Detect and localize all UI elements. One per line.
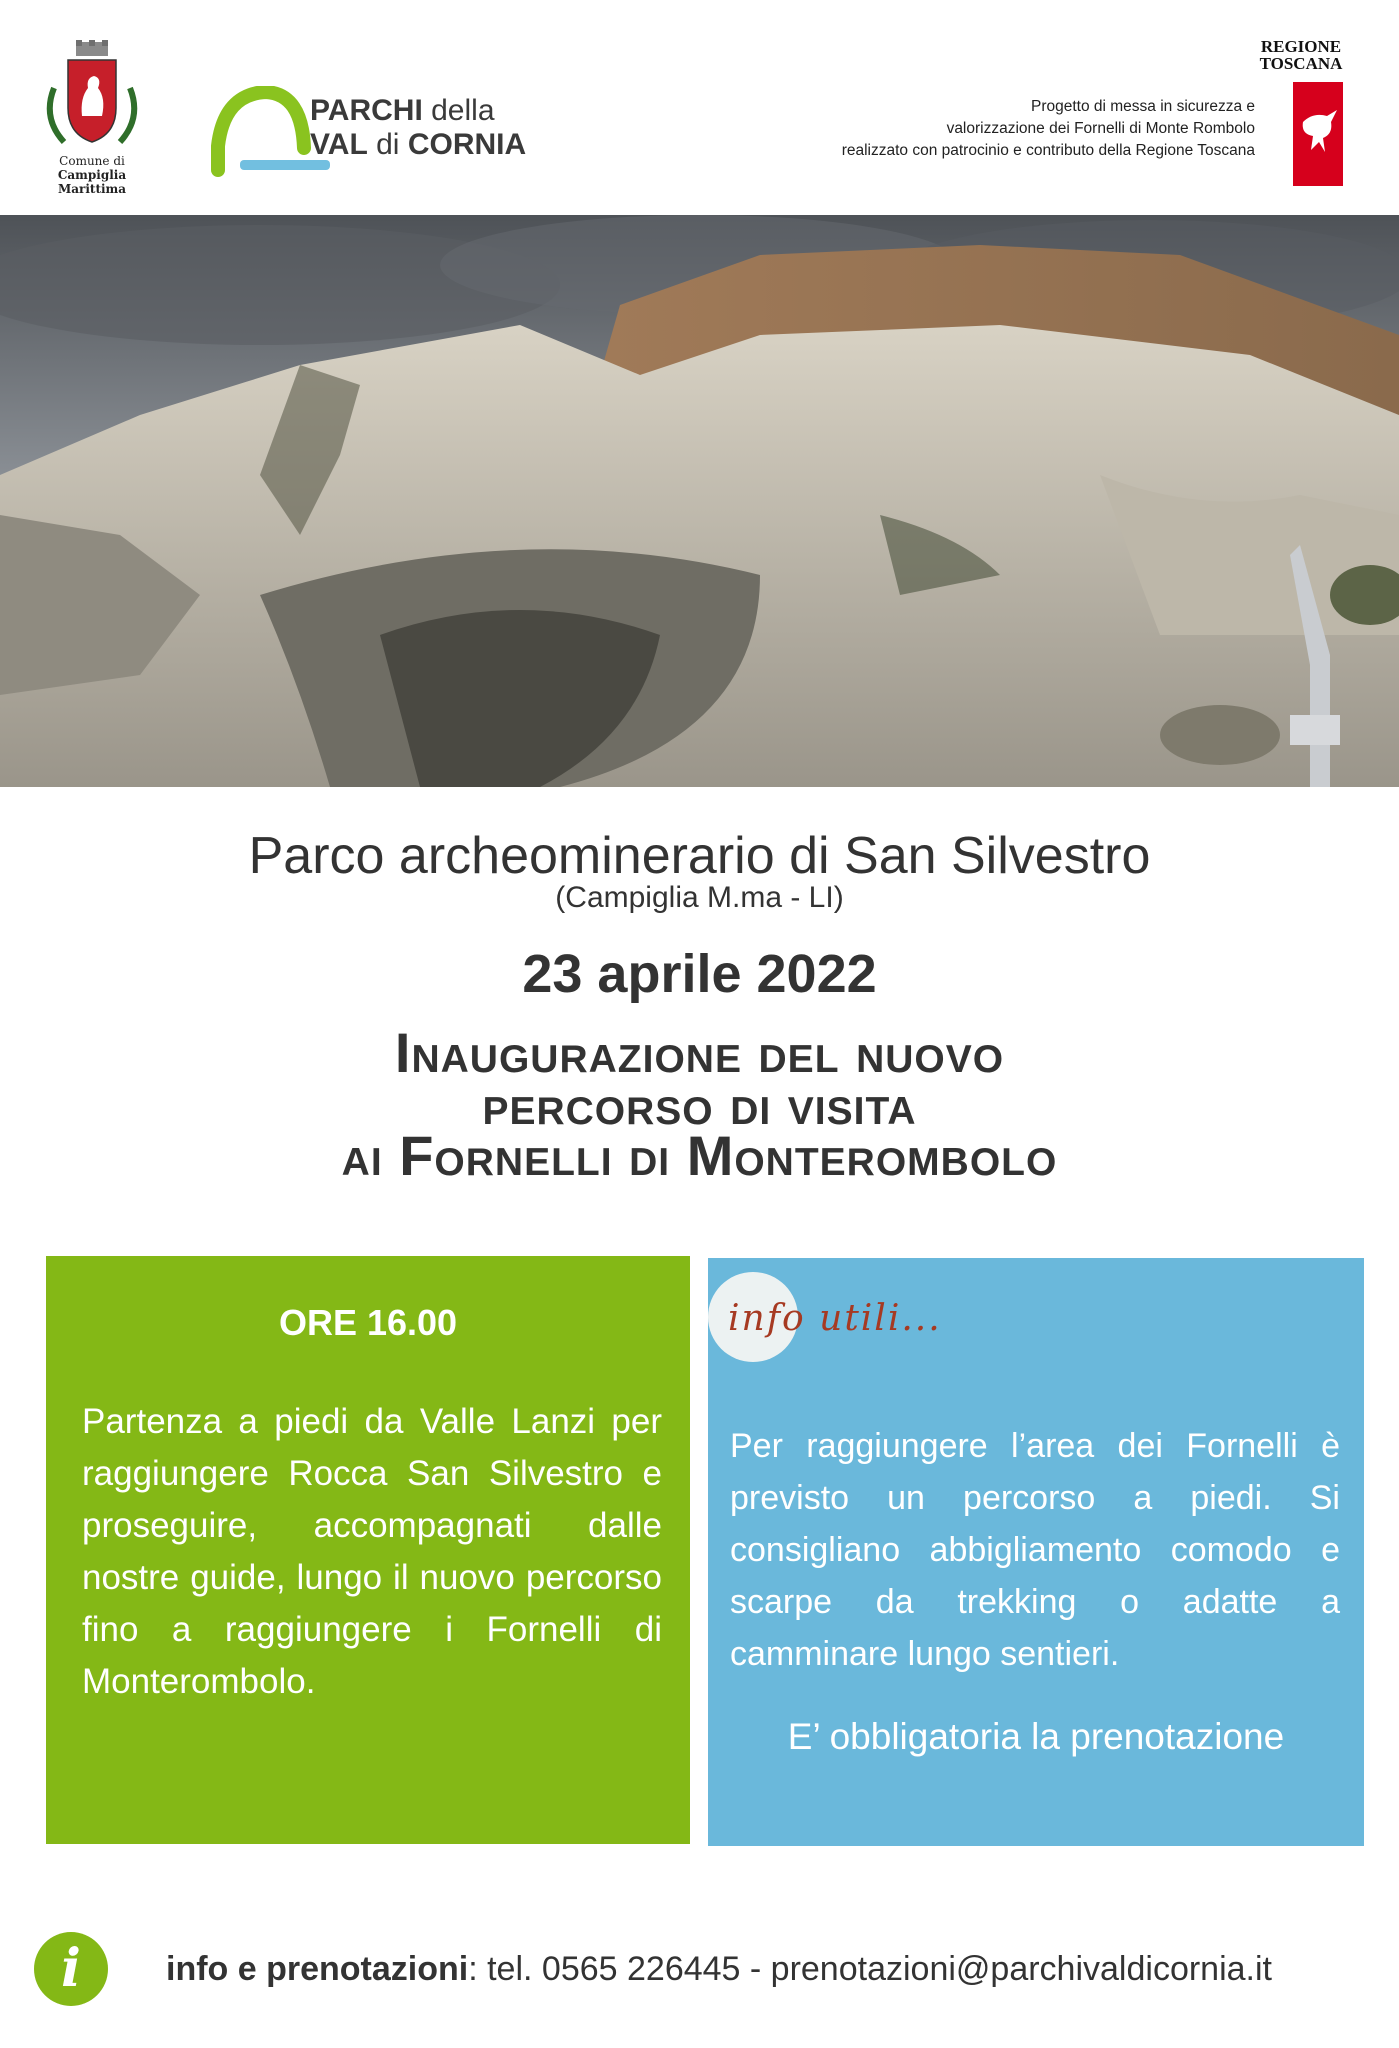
parchi-wordmark: PARCHI della VAL di CORNIA [310,94,527,161]
comune-name: Campiglia Marittima [57,168,127,196]
crest-icon [24,38,160,150]
info-box [708,1258,1364,1846]
regione-toscana-block [751,38,1351,188]
info-title: info utili... [728,1298,942,1339]
start-time: ORE 16.00 [278,1302,458,1343]
info-description: Per raggiungere l’area dei Fornelli è previsto un percorso a piedi. Si consigliano abbigliamento comodo e scarpe da trekking o adatte a camminare lungo sentieri. [730,1427,1340,1673]
program-box [46,1256,690,1844]
contact-footer [166,1944,1366,1994]
location-subtitle: (Campiglia M.ma - LI) [555,881,844,914]
contact-details[interactable]: : tel. 0565 226445 - prenotazioni@parchivaldicornia.it [468,1950,1272,1988]
event-title-line-3: ai Fornelli di Monterombolo [341,1124,1058,1187]
booking-required-note: E’ obbligatoria la prenotazione [787,1716,1285,1757]
regione-name: REGIONE TOSCANA [1259,37,1343,73]
regione-flag-icon [1293,82,1343,186]
comune-label: Comune di [59,154,125,168]
info-icon: i [34,1932,108,2006]
quarry-landscape-photo [0,215,1399,787]
event-title-line-1: Inaugurazione del nuovo [394,1021,1005,1084]
program-description: Partenza a piedi da Valle Lanzi per raggiungere Rocca San Silvestro e proseguire, accompagnati dalle nostre guide, lungo il nuovo percorso fino a raggiungere i Fornelli di Monterombolo. [82,1402,662,1701]
contact-label: info e prenotazioni [166,1950,469,1988]
event-date: 23 aprile 2022 [522,944,877,1004]
event-title-line-2: percorso di visita [482,1073,917,1136]
parchi-val-di-cornia-logo [210,86,570,178]
comune-crest-logo [24,38,160,196]
project-description: Progetto di messa in sicurezza e valorizzazione dei Fornelli di Monte Rombolo realizzato con patrocinio e contributo della Regione Toscana [841,98,1255,159]
park-title: Parco archeominerario di San Silvestro [248,827,1151,885]
